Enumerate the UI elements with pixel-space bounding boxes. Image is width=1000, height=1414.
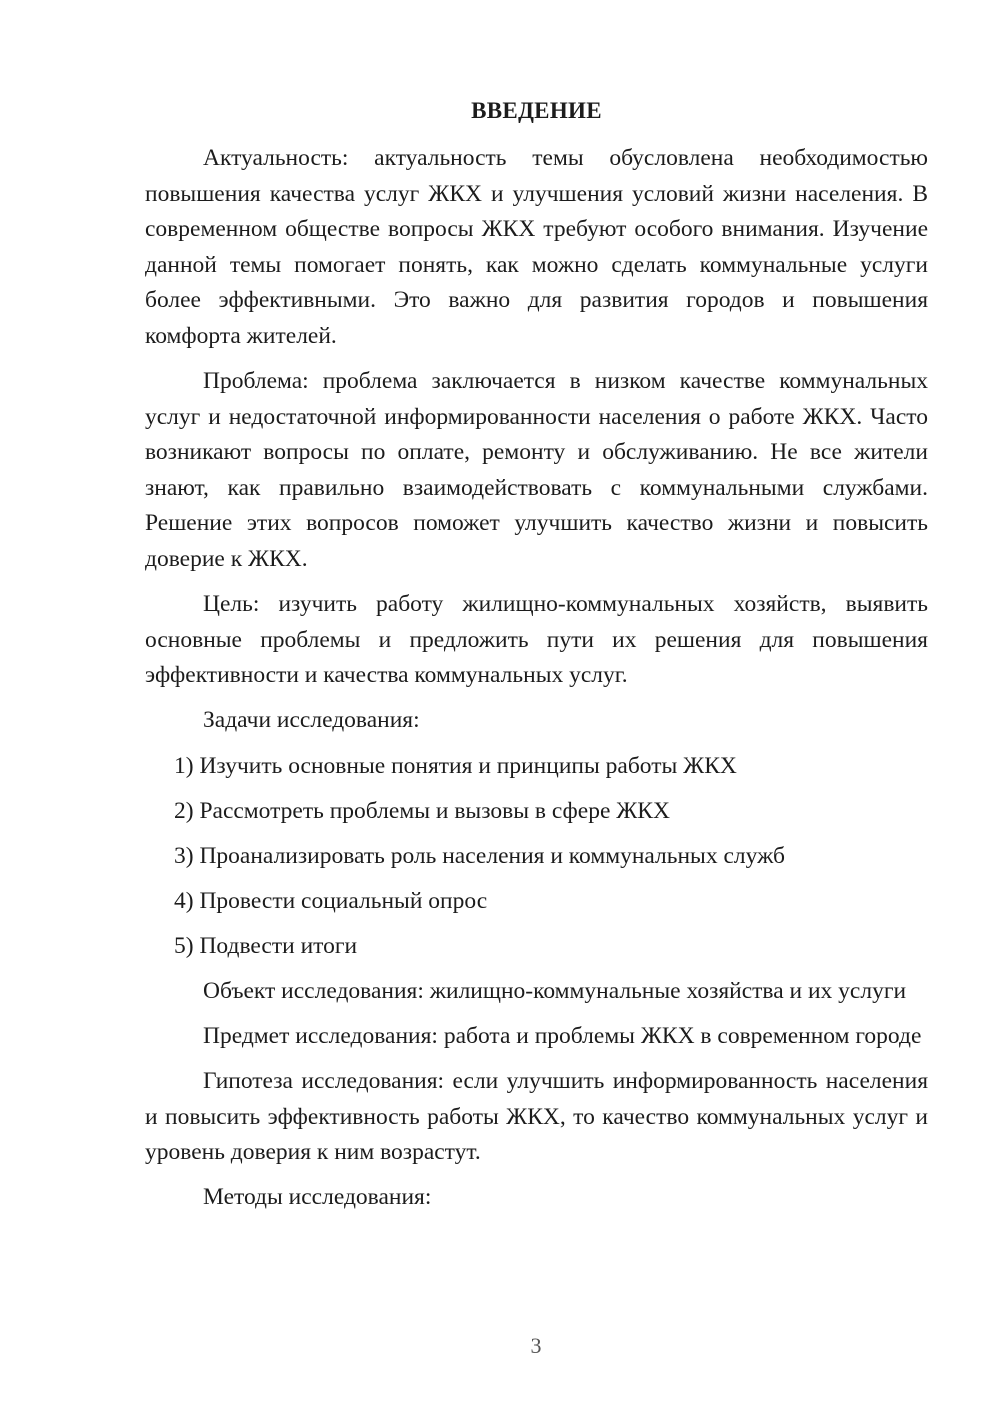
task-item-3: 3) Проанализировать роль населения и коммунальных служб xyxy=(174,842,785,869)
tasks-heading: Задачи исследования: xyxy=(203,707,420,734)
paragraph-object: Объект исследования: жилищно-коммунальные хозяйства и их услуги xyxy=(203,977,907,1004)
task-item-1: 1) Изучить основные понятия и принципы работы ЖКХ xyxy=(174,752,737,779)
page-number: 3 xyxy=(530,1333,542,1358)
task-item-5: 5) Подвести итоги xyxy=(174,932,358,959)
page-title: ВВЕДЕНИЕ xyxy=(471,98,602,123)
paragraph-relevance: Актуальность: актуальность темы обусловлена необходимостью повышения качества услуг ЖКХ и улучшения условий жизни населения. В современном обществе вопросы ЖКХ требуют особого внимания. Изучение данной темы помогает понять, как можно сделать коммунальные услуги более эффективными. Это важно для развития городов и повышения комфорта жителей. xyxy=(145,145,928,349)
paragraph-hypothesis: Гипотеза исследования: если улучшить информированность населения и повысить эффективность работы ЖКХ, то качество коммунальных услуг и уровень доверия к ним возрастут. xyxy=(145,1068,928,1166)
paragraph-problem: Проблема: проблема заключается в низком качестве коммунальных услуг и недостаточной информированности населения о работе ЖКХ. Часто возникают вопросы по оплате, ремонту и обслуживанию. Не все жители знают, как правильно взаимодействовать с коммунальными службами. Решение этих вопросов поможет улучшить качество жизни и повысить доверие к ЖКХ. xyxy=(145,368,928,573)
methods-heading: Методы исследования: xyxy=(203,1184,432,1211)
document-body xyxy=(145,141,928,1226)
task-item-4: 4) Провести социальный опрос xyxy=(174,887,488,914)
paragraph-subject: Предмет исследования: работа и проблемы ЖКХ в современном городе xyxy=(203,1023,922,1050)
task-item-2: 2) Рассмотреть проблемы и вызовы в сфере ЖКХ xyxy=(174,797,670,824)
paragraph-goal: Цель: изучить работу жилищно-коммунальных хозяйств, выявить основные проблемы и предложить пути их решения для повышения эффективности и качества коммунальных услуг. xyxy=(145,591,928,689)
